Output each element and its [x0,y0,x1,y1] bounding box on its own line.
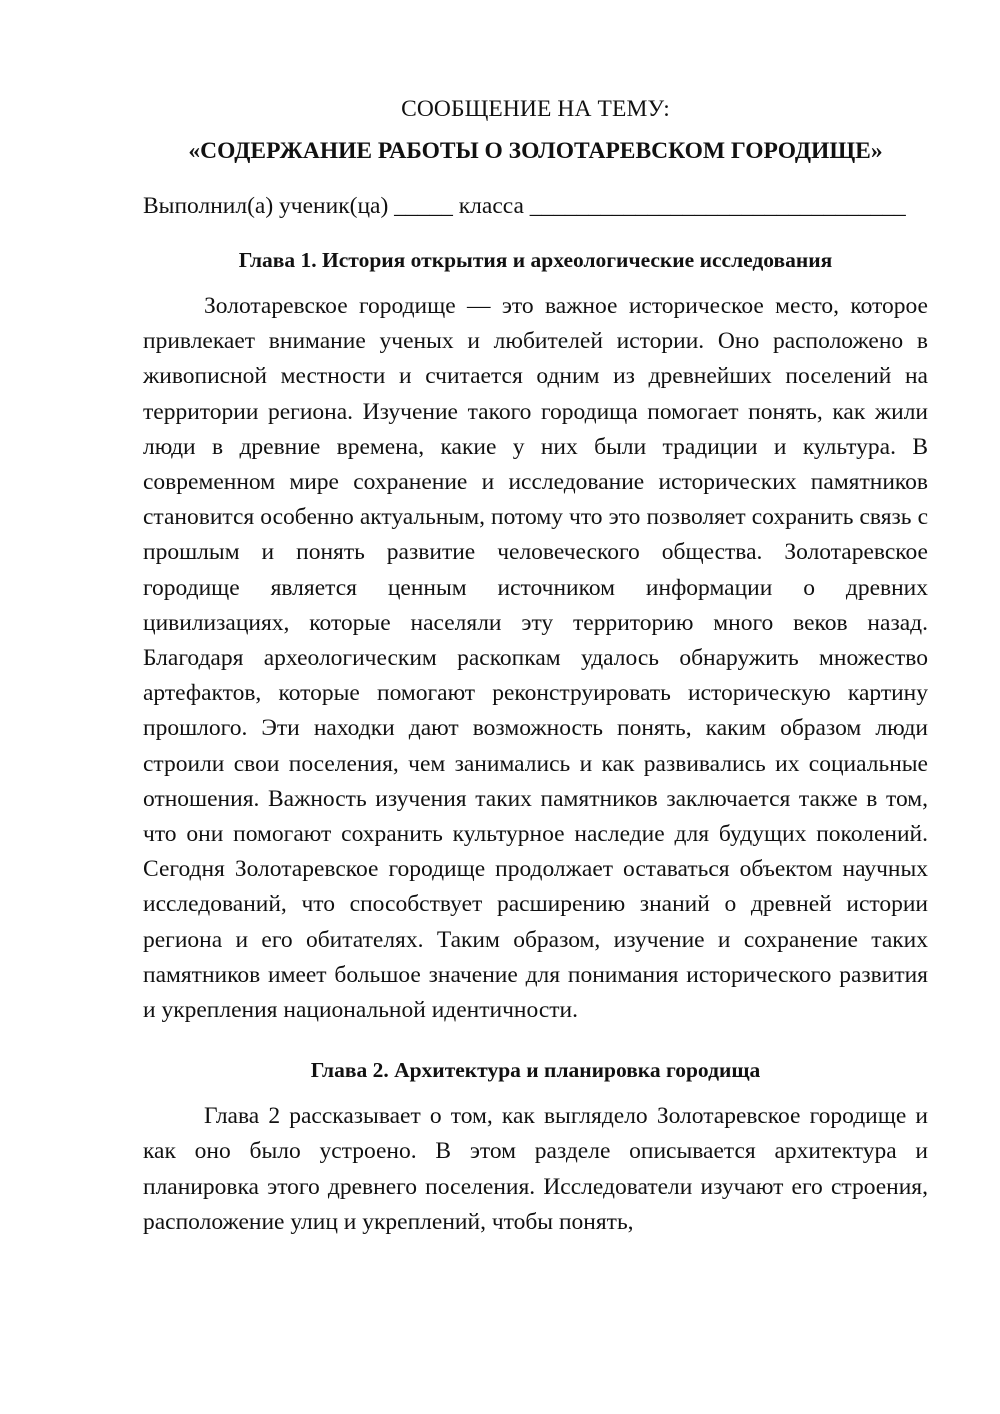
document-title: «СОДЕРЖАНИЕ РАБОТЫ О ЗОЛОТАРЕВСКОМ ГОРОДИЩЕ» [188,138,883,164]
chapter-1-paragraph: Золотаревское городище — это важное историческое место, которое привлекает внимание ученых и любителей истории. Оно расположено в живописной местности и считается одним из древнейших поселений на территории региона. Изучение такого городища помогает понять, как жили люди в древние времена, какие у них были традиции и культура. В современном мире сохранение и исследование исторических памятников становится особенно актуальным, потому что это позволяет сохранить связь с прошлым и понять развитие человеческого общества. Золотаревское городище является ценным источником информации о древних цивилизациях, которые населяли эту территорию много веков назад. Благодаря археологическим раскопкам удалось обнаружить множество артефактов, которые помогают реконструировать историческую картину прошлого. Эти находки дают возможность понять, каким образом люди строили свои поселения, чем занимались и как развивались их социальные отношения. Важность изучения таких памятников заключается также в том, что они помогают сохранить культурное наследие для будущих поколений. Сегодня Золотаревское городище продолжает оставаться объектом научных исследований, что способствует расширению знаний о древней истории региона и его обитателях. Таким образом, изучение и сохранение таких памятников имеет большое значение для понимания исторического развития и укрепления национальной идентичности. [143,293,928,1024]
chapter-2-paragraph: Глава 2 рассказывает о том, как выглядело Золотаревское городище и как оно было устроено. В этом разделе описывается архитектура и планировка этого древнего поселения. Исследователи изучают его строения, расположение улиц и укреплений, чтобы понять, [143,1103,928,1235]
chapter-2 [143,1053,928,1240]
document-content [143,92,928,1240]
author-line: Выполнил(а) ученик(ца) _____ класса ________________________________ [143,193,906,219]
chapter-2-heading: Глава 2. Архитектура и планировка городища [310,1058,761,1083]
chapter-1-heading: Глава 1. История открытия и археологические исследования [238,248,833,272]
document-title-topic-label: СООБЩЕНИЕ НА ТЕМУ: [401,96,670,122]
chapter-1 [143,243,928,1028]
